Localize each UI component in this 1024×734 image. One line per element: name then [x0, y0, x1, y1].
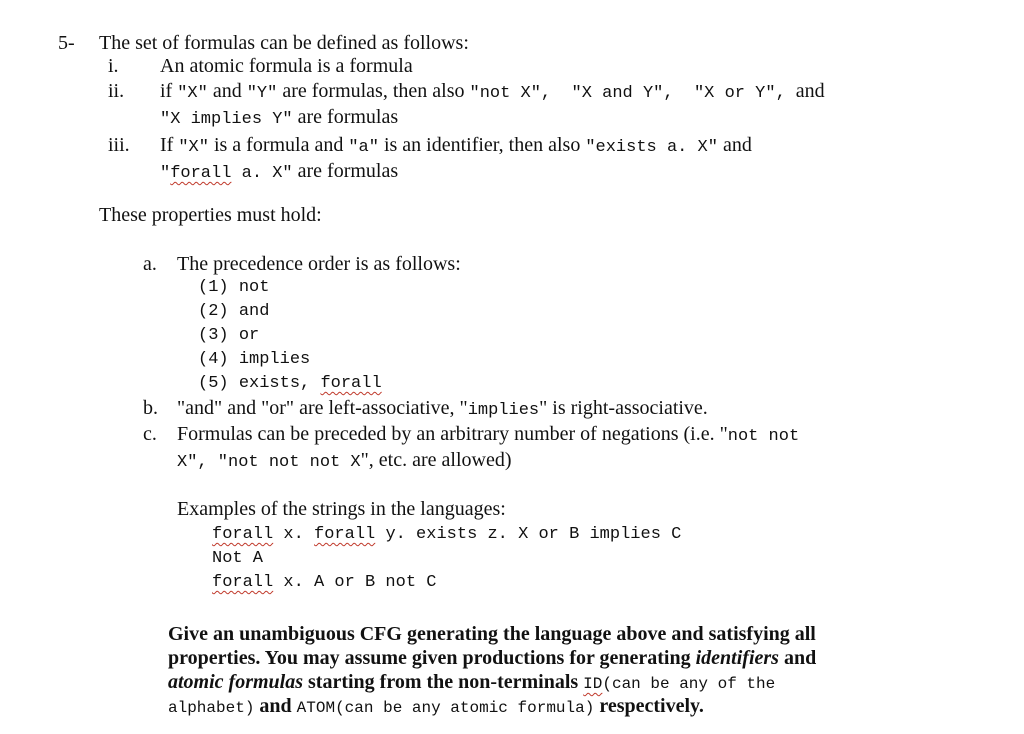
rule-ii-line1: if "X" and "Y" are formulas, then also "not X", "X and Y", "X or Y", and — [160, 80, 825, 103]
property-b-marker: b. — [143, 397, 158, 419]
precedence-item: (1) not — [198, 278, 270, 297]
example-line: forall x. A or B not C — [212, 573, 437, 592]
property-c-marker: c. — [143, 423, 157, 445]
rule-iii-line1: If "X" is a formula and "a" is an identifier, then also "exists a. X" and — [160, 134, 752, 157]
question-number: 5- — [58, 32, 75, 54]
precedence-item: (2) and — [198, 302, 270, 321]
example-line: forall x. forall y. exists z. X or B implies C — [212, 525, 682, 544]
property-c-line2: X", "not not not X", etc. are allowed) — [177, 449, 512, 472]
rule-ii-marker: ii. — [108, 80, 125, 102]
rule-iii-line2: "forall a. X" are formulas — [160, 160, 399, 183]
properties-heading: These properties must hold: — [99, 204, 322, 226]
task-line3: atomic formulas starting from the non-terminals ID(can be any of the — [168, 671, 776, 693]
property-a-text: The precedence order is as follows: — [177, 253, 461, 275]
rule-iii-marker: iii. — [108, 134, 130, 156]
question-intro: The set of formulas can be defined as follows: — [99, 32, 469, 54]
examples-heading: Examples of the strings in the languages: — [177, 498, 506, 520]
task-line1: Give an unambiguous CFG generating the language above and satisfying all — [168, 623, 816, 645]
rule-ii-line2: "X implies Y" are formulas — [160, 106, 399, 129]
property-c-line1: Formulas can be preceded by an arbitrary number of negations (i.e. "not not — [177, 423, 800, 446]
property-a-marker: a. — [143, 253, 157, 275]
example-line: Not A — [212, 549, 264, 568]
task-line4: alphabet) and ATOM(can be any atomic formula) respectively. — [168, 695, 704, 717]
task-line2: properties. You may assume given productions for generating identifiers and — [168, 647, 817, 669]
property-b-text: "and" and "or" are left-associative, "implies" is right-associative. — [177, 397, 708, 420]
precedence-item: (5) exists, forall — [198, 374, 382, 393]
precedence-item: (4) implies — [198, 350, 311, 369]
rule-i-marker: i. — [108, 55, 119, 77]
rule-i-text: An atomic formula is a formula — [160, 55, 413, 77]
precedence-item: (3) or — [198, 326, 260, 345]
